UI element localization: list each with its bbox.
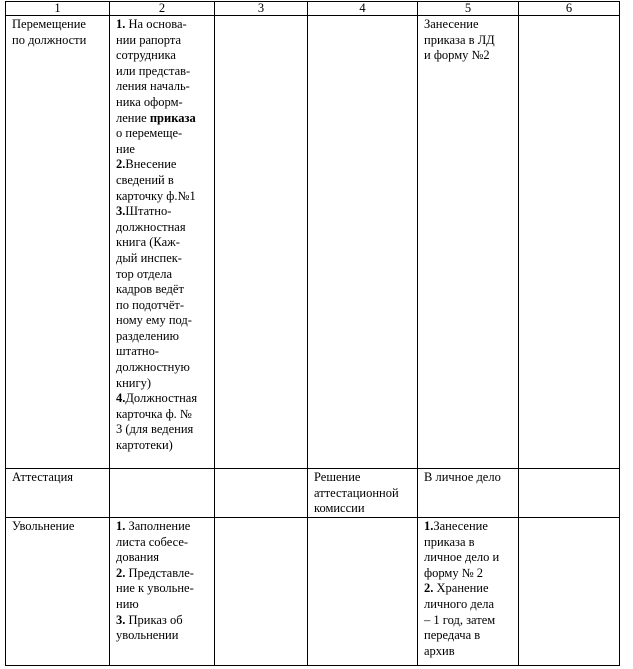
line-text: штатно- [116, 344, 160, 359]
line-text: дый инспек- [116, 250, 182, 265]
column-header: 1 [6, 2, 110, 16]
line-text: Должностная [125, 391, 198, 406]
cell-text-line [424, 550, 515, 566]
cell-text-line [116, 220, 211, 236]
line-text: дования [116, 550, 160, 565]
line-text: и форму №2 [424, 48, 490, 63]
cell-text-line [116, 48, 211, 64]
line-text: книга (Каж- [116, 235, 180, 250]
line-text: о перемеще- [116, 126, 183, 141]
line-text: сотрудника [116, 48, 176, 63]
bold-text: приказа [149, 110, 196, 125]
cell-text-line [116, 235, 211, 251]
cell-text-line [424, 48, 515, 64]
item-number: 1. [424, 519, 434, 533]
table-cell [6, 518, 110, 666]
table-cell [308, 469, 418, 518]
personnel-table [5, 1, 620, 666]
line-text: В личное дело [424, 470, 501, 484]
line-text: увольнении [116, 628, 179, 643]
item-number: 2. [116, 157, 126, 172]
item-number: 4. [116, 391, 126, 406]
line-text: карточка ф. № [116, 406, 192, 421]
table-cell [519, 518, 620, 666]
line-text: личного дела [424, 596, 495, 611]
table-cell [215, 16, 308, 469]
line-text: ние [116, 141, 135, 156]
line-text: комиссии [314, 501, 365, 516]
cell-text-line [424, 535, 515, 551]
line-text: Хранение [433, 581, 489, 596]
line-text: Решение [314, 470, 361, 484]
column-header: 6 [519, 2, 620, 16]
line-text: 3 (для ведения [116, 422, 194, 437]
cell-text-line [424, 470, 515, 486]
line-text: ление [116, 110, 150, 125]
line-text: аттестационной [314, 485, 399, 500]
cell-text-line [424, 644, 515, 660]
cell-text-line [424, 613, 515, 629]
item-number: 1. [116, 17, 126, 31]
line-text: нии рапорта [116, 32, 182, 47]
table-cell [418, 518, 519, 666]
cell-text-line [116, 17, 211, 33]
cell-text-line [116, 422, 211, 438]
column-header: 5 [418, 2, 519, 16]
cell-text-line [116, 581, 211, 597]
item-number: 3. [116, 612, 126, 627]
line-text: Приказ об [125, 612, 183, 627]
item-number: 2. [116, 565, 126, 580]
cell-text-line [116, 550, 211, 566]
cell-text-line [116, 111, 211, 127]
cell-text-line [116, 376, 211, 392]
line-text: Штатно- [125, 204, 172, 219]
line-text: ние к увольне- [116, 581, 194, 596]
cell-text-line [116, 438, 211, 454]
cell-text-line [116, 79, 211, 95]
line-text: карточку ф.№1 [116, 188, 196, 203]
table-cell [418, 16, 519, 469]
line-text: должностную [116, 360, 190, 375]
line-text: или представ- [116, 63, 191, 78]
line-text: форму № 2 [424, 565, 483, 580]
item-number: 3. [116, 204, 126, 219]
line-text: передача в [424, 628, 481, 643]
cell-text-line [116, 33, 211, 49]
cell-text-line [424, 519, 515, 535]
cell-text-line [116, 64, 211, 80]
cell-text-line [116, 329, 211, 345]
line-text: На основа- [125, 17, 187, 31]
table-cell [110, 16, 215, 469]
cell-text-line: Перемещение [12, 17, 86, 31]
line-text: приказа в [424, 534, 475, 549]
cell-text-line [116, 157, 211, 173]
table-cell [418, 469, 519, 518]
table-header-row [6, 2, 620, 16]
line-text: картотеки) [116, 438, 173, 453]
line-text: архив [424, 643, 455, 658]
table-cell [110, 518, 215, 666]
cell-text-line [424, 597, 515, 613]
cell-text-line [116, 173, 211, 189]
cell-text-line [424, 17, 515, 33]
cell-text-line [314, 501, 414, 517]
table-row [6, 469, 620, 518]
table-cell [6, 16, 110, 469]
cell-text-line [116, 267, 211, 283]
table-cell [215, 518, 308, 666]
cell-text-line [424, 566, 515, 582]
cell-text-line [116, 613, 211, 629]
cell-text-line: Аттестация [12, 470, 74, 484]
line-text: ления началь- [116, 79, 190, 94]
cell-text-line [116, 298, 211, 314]
line-text: нию [116, 596, 139, 611]
column-header: 3 [215, 2, 308, 16]
line-text: листа собесе- [116, 534, 189, 549]
item-number: 2. [424, 581, 434, 596]
cell-text-line [424, 628, 515, 644]
line-text: кадров ведёт [116, 282, 184, 297]
table-cell [215, 469, 308, 518]
cell-text-line [116, 282, 211, 298]
cell-text-line [424, 33, 515, 49]
column-header: 4 [308, 2, 418, 16]
table-row [6, 518, 620, 666]
cell-text-line [116, 189, 211, 205]
line-text: приказа в ЛД [424, 32, 495, 47]
cell-text-line [116, 251, 211, 267]
line-text: Представле- [125, 565, 194, 580]
cell-text-line [116, 535, 211, 551]
line-text: разделению [116, 328, 179, 343]
cell-text-line [116, 628, 211, 644]
cell-text-line [424, 581, 515, 597]
cell-text-line [116, 519, 211, 535]
cell-text-line [116, 407, 211, 423]
cell-text-line: по должности [12, 32, 87, 47]
table-cell [308, 518, 418, 666]
cell-text-line [116, 566, 211, 582]
table-cell [519, 16, 620, 469]
cell-text-line [116, 344, 211, 360]
line-text: личное дело и [424, 550, 500, 565]
cell-text-line [116, 597, 211, 613]
cell-text-line [116, 391, 211, 407]
line-text: Заполнение [125, 519, 191, 533]
cell-text-line [116, 142, 211, 158]
item-number: 1. [116, 519, 126, 533]
cell-text-line: Увольнение [12, 519, 75, 533]
line-text: сведений в [116, 172, 174, 187]
column-header: 2 [110, 2, 215, 16]
line-text: – 1 год, затем [424, 612, 496, 627]
cell-text-line [116, 204, 211, 220]
line-text: книгу) [116, 375, 151, 390]
line-text: ника оформ- [116, 94, 183, 109]
line-text: ному ему под- [116, 313, 192, 328]
table-row [6, 16, 620, 469]
cell-text-line [314, 470, 414, 486]
line-text: по подотчёт- [116, 297, 185, 312]
table-cell [519, 469, 620, 518]
cell-text-line [116, 126, 211, 142]
cell-text-line [116, 95, 211, 111]
cell-text-line [116, 313, 211, 329]
line-text: Внесение [125, 157, 177, 172]
cell-text-line [116, 360, 211, 376]
table-cell [110, 469, 215, 518]
cell-text-line [314, 486, 414, 502]
table-cell [6, 469, 110, 518]
line-text: тор отдела [116, 266, 172, 281]
table-cell [308, 16, 418, 469]
line-text: Занесение [433, 519, 488, 533]
line-text: Занесение [424, 17, 479, 31]
line-text: должностная [116, 219, 186, 234]
